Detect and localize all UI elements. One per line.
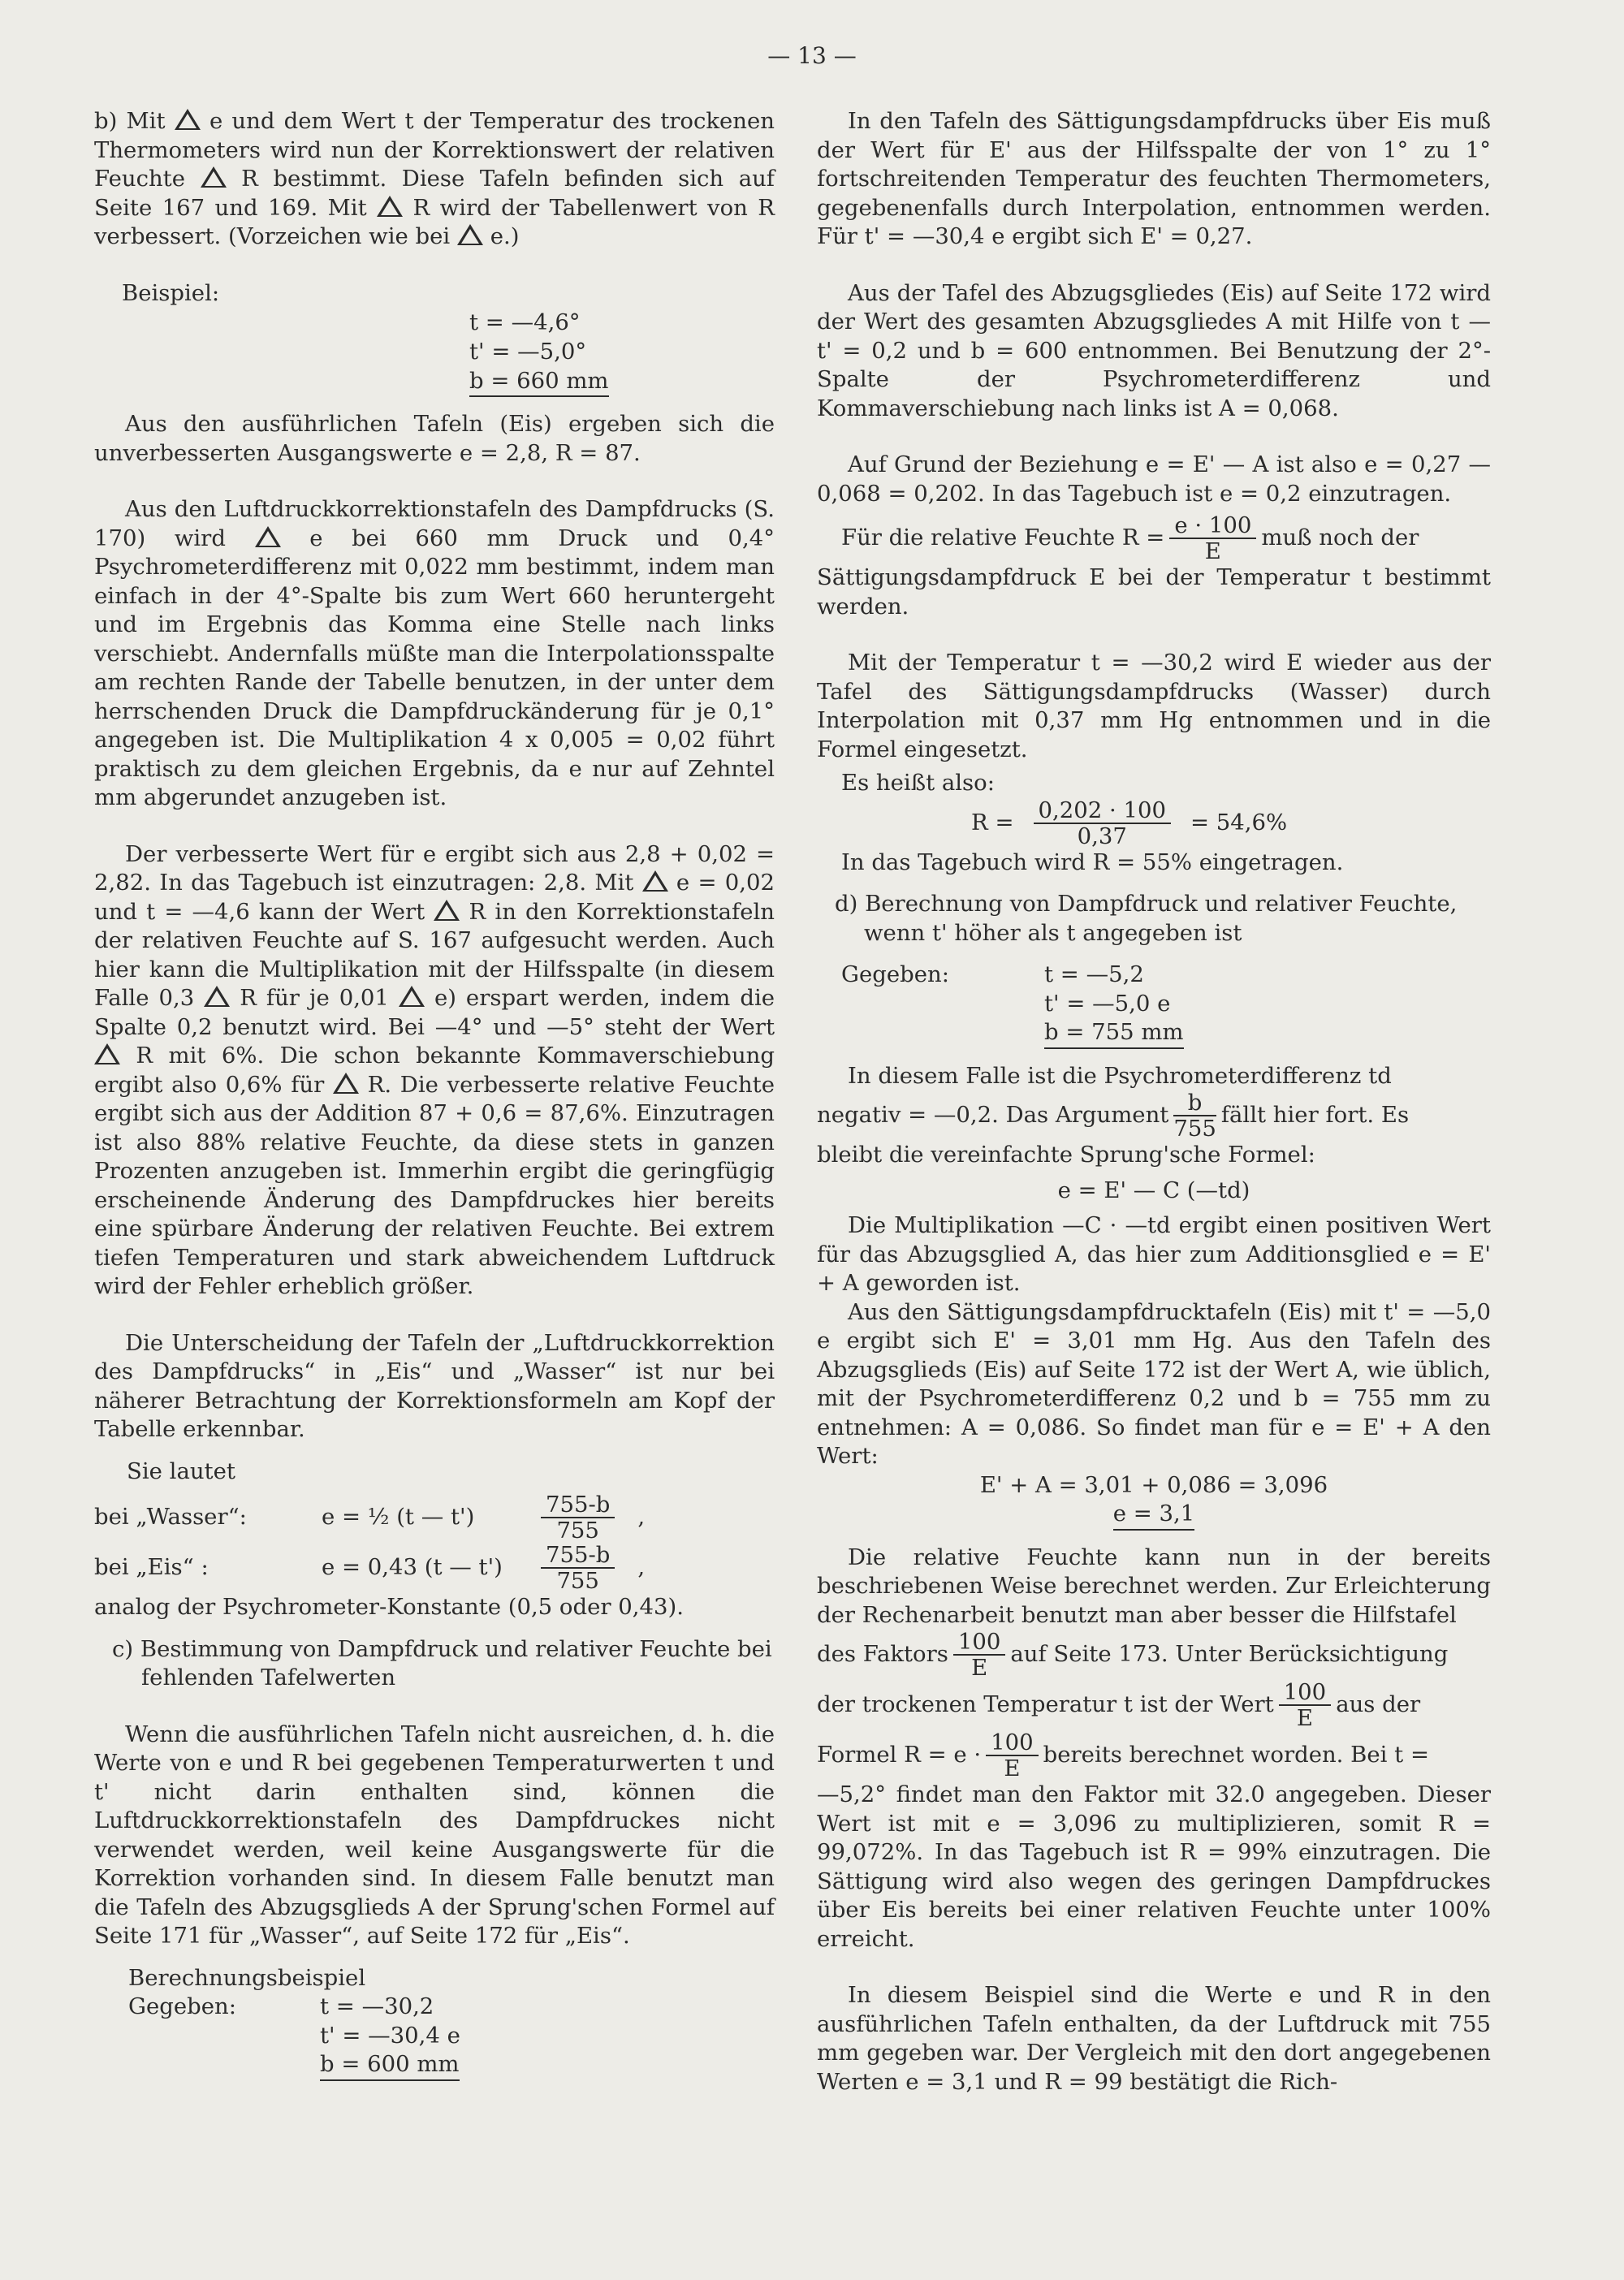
fraction <box>953 1630 1006 1680</box>
text: e bei 660 mm Druck und 0,4° Psychrometerdifferenz mit 0,022 mm bestimmt, indem man einfach in der 4°-Spalte bis zum Wert 660 heruntergeht und im Ergebnis das Komma eine Stelle nach links verschiebt. Andernfalls müßte man die Interpolationsspalte am rechten Rande der Tabelle benutzen, in der unter dem herrschenden Druck die Dampfdruckänderung für je 0,1° angegeben ist. Die Multiplikation 4 x 0,005 = 0,02 führt praktisch zu dem gleichen Ergebnis, da e nur auf Zehntel mm abgerundet anzugeben ist. <box>94 525 775 810</box>
delta-icon <box>333 1073 359 1094</box>
text: Aus den Luftdruckkorrektionstafeln des Dampfdrucks (S. 170) wird <box>94 496 775 551</box>
text: auf Seite 173. Unter Berücksichtigung <box>1010 1641 1449 1668</box>
paragraph: Wenn die ausführlichen Tafeln nicht ausreichen, d. h. die Werte von e und R bei gegebenen Temperaturwerten t und t' nicht darin enthalten sind, können die Luftdruckkorrektionstafeln des Dampfdruckes nicht verwendet werden, weil keine Ausgangswerte für die Korrektion vorhanden sind. In diesem Falle benutzt man die Tafeln des Abzugsglieds A der Sprung'schen Formel auf Seite 171 für „Wasser“, auf Seite 172 für „Eis“. <box>94 1721 775 1949</box>
value-tp: t' = —30,4 e <box>320 2022 460 2049</box>
text: des Faktors <box>817 1641 948 1668</box>
delta-icon <box>201 166 227 188</box>
faktor-line <box>817 1630 1491 1680</box>
tagebuch: In das Tagebuch wird R = 55% eingetragen. <box>841 849 1344 875</box>
fraction <box>1169 513 1256 564</box>
text: R = <box>971 809 1014 836</box>
paragraph <box>94 840 775 1302</box>
item-b <box>94 107 775 252</box>
numerator: 755-b <box>541 1543 615 1569</box>
text: aus der <box>1336 1691 1421 1718</box>
delta-icon <box>255 526 281 547</box>
page-number: — 13 — <box>767 42 857 69</box>
text: negativ = —0,2. Das Argument <box>817 1102 1169 1129</box>
paragraph: In diesem Beispiel sind die Werte e und R in den ausführlichen Tafeln enthalten, da der Luftdruck mit 755 mm gegeben war. Der Vergleich mit den dort angegebenen Werten e = 3,1 und R = 99 bestätigt die Rich- <box>817 1982 1491 2095</box>
fraction <box>541 1543 615 1593</box>
delta-icon <box>457 224 483 245</box>
result: e = 3,1 <box>1113 1500 1195 1531</box>
left-column <box>94 107 775 2081</box>
comma: , <box>637 1504 646 1531</box>
paragraph: Aus den ausführlichen Tafeln (Eis) ergeben sich die unverbesserten Ausgangswerte e = 2,8, R = 87. <box>94 411 775 466</box>
denominator: 755 <box>1173 1116 1216 1142</box>
paragraph: Aus der Tafel des Abzugsgliedes (Eis) auf Seite 172 wird der Wert des gesamten Abzugsgliedes A mit Hilfe von t — t' = 0,2 und b = 600 entnommen. Bei Benutzung der 2°-Spalte der Psychrometerdifferenz und Kommaverschiebung nach links ist A = 0,068. <box>817 279 1491 421</box>
right-column <box>817 107 1491 2096</box>
numerator: e · 100 <box>1169 513 1256 539</box>
numerator: 0,202 · 100 <box>1034 798 1171 824</box>
given-label: Gegeben: <box>128 1993 236 2019</box>
value-tp: t' = —5,0 e <box>1044 990 1171 1017</box>
value-b: b = 755 mm <box>1044 1018 1184 1049</box>
paragraph: Die Multiplikation —C · —td ergibt einen positiven Wert für das Abzugsglied A, das hier zum Additionsglied e = E' + A geworden ist. <box>817 1212 1491 1296</box>
numerator: 100 <box>986 1730 1039 1756</box>
paragraph: Die Unterscheidung der Tafeln der „Luftdruckkorrektion des Dampfdrucks“ in „Eis“ und „Wasser“ ist nur bei näherer Betrachtung der Korrektionsformeln am Kopf der Tabelle erkennbar. <box>94 1329 775 1442</box>
example-values <box>94 308 775 397</box>
sum-line: E' + A = 3,01 + 0,086 = 3,096 <box>979 1471 1328 1498</box>
numerator: 100 <box>1279 1680 1332 1706</box>
paragraph: In diesem Falle ist die Psychrometerdifferenz td <box>848 1062 1392 1089</box>
text: R mit 6%. Die schon bekannte Kommaverschiebung ergibt also 0,6% für <box>94 1043 775 1098</box>
also: Es heißt also: <box>841 770 995 796</box>
text: e = 0,02 und t = —4,6 kann der Wert <box>94 870 775 925</box>
denominator: E <box>1296 1705 1313 1731</box>
formula-wasser <box>94 1492 775 1543</box>
numerator: b <box>1173 1090 1216 1116</box>
argument-line <box>817 1090 1491 1141</box>
text: Für die relative Feuchte R = <box>841 525 1165 551</box>
text: R für je 0,01 <box>240 985 389 1011</box>
paragraph: Aus den Sättigungsdampfdrucktafeln (Eis) mit t' = —5,0 e ergibt sich E' = 3,01 mm Hg. Aus den Tafeln des Abzugsglieds (Eis) auf Seite 172 ist der Wert A, wie üblich, mit der Psychrometerdifferenz 0,2 und b = 755 mm zu entnehmen: A = 0,086. So findet man für e = E' + A den Wert: <box>817 1298 1491 1469</box>
analog: analog der Psychrometer-Konstante (0,5 oder 0,43). <box>94 1594 684 1620</box>
text: e und dem Wert t der Temperatur des trockenen Thermometers wird nun der Korrektionswert der relativen Feuchte <box>94 108 775 192</box>
fraction <box>1279 1680 1332 1730</box>
numerator: 755-b <box>541 1492 615 1518</box>
delta-icon <box>204 986 230 1007</box>
comma: , <box>637 1554 646 1581</box>
formel-line <box>817 1730 1491 1781</box>
value-t: t = —30,2 <box>320 1993 434 2019</box>
fraction <box>986 1730 1039 1781</box>
text: R bestimmt. Diese Tafeln befinden sich auf Seite 167 und 169. Mit <box>94 166 775 221</box>
text: der trockenen Temperatur t ist der Wert <box>817 1691 1274 1718</box>
paragraph: —5,2° findet man den Faktor mit 32.0 angegeben. Dieser Wert ist mit e = 3,096 zu multiplizieren, somit R = 99,072%. In das Tagebuch ist R = 99% einzutragen. Die Sättigung wird also wegen des geringen Dampfdruckes über Eis bereits bei einer relativen Feuchte unter 100% erreicht. <box>817 1781 1491 1952</box>
delta-icon <box>434 900 460 921</box>
text: b) Mit <box>94 108 166 134</box>
text: e) erspart werden, indem die Spalte 0,2 benutzt wird. Bei —4° und —5° steht der Wert <box>94 985 775 1040</box>
delta-icon <box>377 196 403 217</box>
paragraph: Die relative Feuchte kann nun in der bereits beschriebenen Weise berechnet werden. Zur Erleichterung der Rechenarbeit benutzt man aber besser die Hilfstafel <box>817 1544 1491 1628</box>
text: R in den Korrektionstafeln der relativen Feuchte auf S. 167 aufgesucht werden. Auch hier kann die Multiplikation mit der Hilfsspalte (in diesem Falle 0,3 <box>94 898 775 1011</box>
paragraph: Mit der Temperatur t = —30,2 wird E wieder aus der Tafel des Sättigungsdampfdrucks (Wasser) durch Interpolation mit 0,37 mm Hg entnommen und in die Formel eingesetzt. <box>817 650 1491 762</box>
given-label: Gegeben: <box>841 961 949 987</box>
given <box>817 961 1491 1049</box>
text: e.) <box>490 223 520 249</box>
value-t: t = —5,2 <box>1044 961 1144 987</box>
label: bei „Eis“ : <box>94 1554 209 1581</box>
item-d: d) Berechnung von Dampfdruck und relativer Feuchte, wenn t' höher als t angegeben ist <box>835 891 1458 946</box>
denominator: E <box>971 1655 988 1681</box>
rf-line <box>817 513 1491 564</box>
value-t: t = —4,6° <box>469 309 581 335</box>
wert-line <box>817 1680 1491 1730</box>
fraction <box>1173 1090 1216 1141</box>
formula-eis <box>94 1543 775 1593</box>
fraction <box>541 1492 615 1543</box>
text: muß noch der <box>1261 525 1419 551</box>
paragraph: Sättigungsdampfdruck E bei der Temperatur t bestimmt werden. <box>817 564 1491 620</box>
paragraph: In den Tafeln des Sättigungsdampfdrucks über Eis muß der Wert für E' aus der Hilfsspalte der von 1° zu 1° fortschreitenden Temperatur des feuchten Thermometers, gegebenenfalls durch Interpolation, entnommen werden. Für t' = —30,4 e ergibt sich E' = 0,27. <box>817 108 1491 249</box>
formula: e = 0,43 (t — t') <box>322 1554 503 1581</box>
text: fällt hier fort. Es <box>1220 1102 1410 1129</box>
denominator: 755 <box>556 1518 599 1544</box>
paragraph: bleibt die vereinfachte Sprung'sche Formel: <box>817 1142 1315 1168</box>
denominator: 0,37 <box>1077 823 1127 849</box>
denominator: E <box>1204 538 1221 564</box>
label: bei „Wasser“: <box>94 1504 247 1531</box>
paragraph: Auf Grund der Beziehung e = E' — A ist also e = 0,27 — 0,068 = 0,202. In das Tagebuch ist e = 0,2 einzutragen. <box>817 451 1491 507</box>
text: Formel R = e · <box>817 1742 982 1768</box>
delta-icon <box>399 986 425 1007</box>
item-c: c) Bestimmung von Dampfdruck und relativer Feuchte bei fehlenden Tafelwerten <box>112 1635 772 1691</box>
rf-formula <box>817 798 1491 849</box>
value-b: b = 600 mm <box>320 2050 460 2081</box>
delta-icon <box>642 870 668 892</box>
lautet: Sie lautet <box>127 1457 235 1484</box>
text: R. Die verbesserte relative Feuchte ergibt sich aus der Addition 87 + 0,6 = 87,6%. Einzutragen ist also 88% relative Feuchte, da diese stets in ganzen Prozenten anzugeben ist. Immerhin ergibt die geringfügig erscheinende Änderung des Dampfdruckes hier bereits eine spürbare Änderung der relativen Feuchte. Bei extrem tiefen Temperaturen und stark abweichendem Luftdruck wird der Fehler erheblich größer. <box>94 1071 775 1299</box>
fraction <box>1034 798 1171 849</box>
text: R wird der Tabellenwert von R verbessert. (Vorzeichen wie bei <box>94 194 775 249</box>
example-label: Beispiel: <box>122 279 220 306</box>
denominator: 755 <box>556 1568 599 1594</box>
value-tp: t' = —5,0° <box>469 339 587 365</box>
example2 <box>94 1993 775 2081</box>
text: = 54,6% <box>1190 809 1288 836</box>
numerator: 100 <box>953 1630 1006 1656</box>
text: Der verbesserte Wert für e ergibt sich aus 2,8 + 0,02 = 2,82. In das Tagebuch ist einzutragen: 2,8. Mit <box>94 840 775 896</box>
delta-icon <box>94 1043 120 1064</box>
value-b: b = 660 mm <box>469 366 609 397</box>
formula: e = E' — C (—td) <box>1057 1177 1250 1203</box>
text: bereits berechnet worden. Bei t = <box>1043 1742 1430 1768</box>
formula: e = ½ (t — t') <box>322 1504 475 1531</box>
denominator: E <box>1004 1755 1021 1781</box>
example2-label: Berechnungsbeispiel <box>128 1964 366 1991</box>
paragraph <box>94 495 775 813</box>
delta-icon <box>175 109 201 130</box>
